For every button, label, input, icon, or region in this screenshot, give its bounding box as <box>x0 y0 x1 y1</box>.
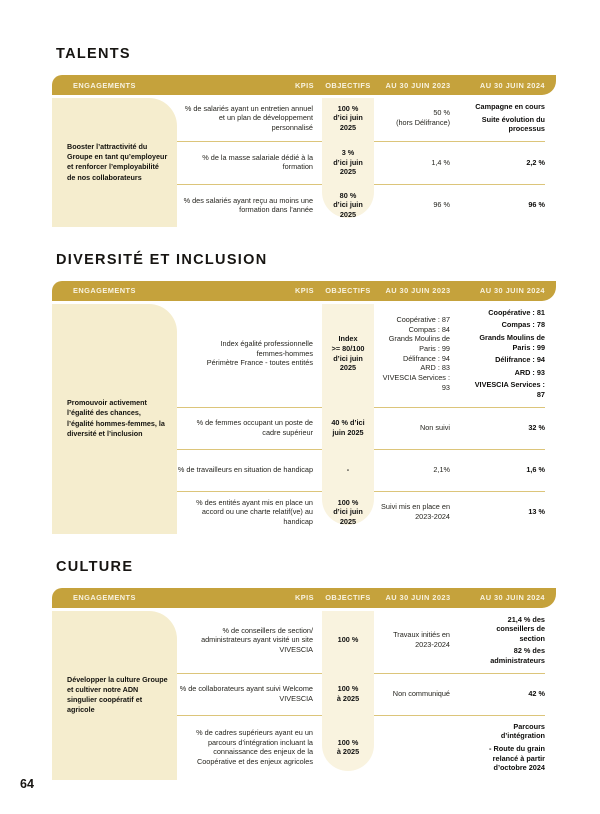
table-row <box>177 715 545 780</box>
objectif-cell <box>322 465 374 475</box>
value-2023-cell <box>374 315 462 392</box>
section-title: CULTURE <box>56 558 134 575</box>
value-2024-cell <box>462 200 545 210</box>
kpi-table <box>52 75 556 227</box>
value-2023-cell <box>374 630 462 649</box>
cell-line: Index égalité professionnelle <box>220 339 313 349</box>
table-header-row <box>52 281 556 301</box>
value-2024-cell <box>462 465 545 475</box>
cell-line: juin 2025 <box>332 427 364 437</box>
col-header-juin-2023: AU 30 JUIN 2023 <box>385 286 451 296</box>
cell-line: 1,4 % <box>431 157 450 167</box>
report-section <box>52 252 556 534</box>
engagement-text: Promouvoir activement l’égalité des chances, l’égalité hommes-femmes, la diversité et l’inclusion <box>67 398 165 438</box>
cell-line: 2,2 % <box>526 157 545 167</box>
cell-line: VIVESCIA Services : 93 <box>382 372 450 392</box>
cell-line: % des entités ayant mis en place un accord ou une charte relatif(ve) au handicap <box>196 497 313 526</box>
cell-line: Coopérative : 87 <box>396 315 450 325</box>
cell-line: 100 % <box>337 684 359 693</box>
engagement-text: Booster l’attractivité du Groupe en tant qu’employeur et renforcer l’employabilité de nos collaborateurs <box>67 141 168 182</box>
col-header-engagements: ENGAGEMENTS <box>73 593 136 602</box>
cell-line: Parcours d’intégration <box>500 721 545 741</box>
cell-line: à 2025 <box>336 693 360 703</box>
table-row <box>177 141 545 184</box>
col-header-kpis: KPIS <box>294 80 314 90</box>
cell-line: d’ici juin <box>333 200 363 210</box>
table-body <box>52 608 556 780</box>
cell-line: 96 % <box>433 200 450 210</box>
col-header-juin-2024: AU 30 JUIN 2024 <box>479 593 545 602</box>
kpi-cell <box>177 498 322 527</box>
cell-line: >= 80/100 <box>331 344 365 353</box>
cell-line: 2025 <box>339 516 357 526</box>
cell-line: Délifrance : 94 <box>495 355 545 365</box>
report-section <box>52 559 556 780</box>
cell-line: Grands Moulins de Paris : 99 <box>388 334 450 353</box>
cell-line: Non communiqué <box>392 688 450 698</box>
value-2023-cell <box>374 689 462 699</box>
engagement-text: Développer la culture Groupe et cultiver notre ADN singulier coopératif et agricole <box>67 674 168 715</box>
value-2024-cell <box>462 158 545 168</box>
rows <box>177 608 545 780</box>
cell-line: % de salariés ayant un entretien annuel et un plan de développement personnalisé <box>184 103 313 132</box>
cell-line: 100 % <box>337 497 359 507</box>
cell-line: Compas : 78 <box>501 320 545 330</box>
objectif-cell <box>322 684 374 703</box>
col-header-juin-2023: AU 30 JUIN 2023 <box>385 593 451 602</box>
objectif-cell <box>322 635 374 645</box>
value-2023-cell <box>374 423 462 433</box>
table-row <box>177 184 545 227</box>
cell-line: d’ici juin <box>333 157 363 167</box>
cell-line: 13 % <box>528 507 545 517</box>
value-2023-cell <box>374 200 462 210</box>
engagement-block <box>52 304 177 534</box>
cell-line: 3 % <box>341 147 355 157</box>
kpi-cell <box>177 104 322 133</box>
engagement-block <box>52 98 177 227</box>
col-header-engagements: ENGAGEMENTS <box>73 80 136 90</box>
cell-line: - <box>346 464 350 474</box>
objectif-cell <box>322 191 374 220</box>
cell-line: % de la masse salariale dédié à la formation <box>202 152 313 172</box>
value-2024-cell <box>462 308 545 400</box>
cell-line: Compas : 84 <box>408 324 450 334</box>
cell-line: 100 % <box>337 103 359 113</box>
cell-line: 2025 <box>339 167 357 177</box>
cell-line: femmes-hommes <box>256 348 313 358</box>
table-row <box>177 449 545 491</box>
cell-line: d’ici juin <box>333 353 363 363</box>
cell-line: 2025 <box>339 210 357 219</box>
cell-line: Périmètre France - toutes entités <box>206 358 313 368</box>
value-2024-cell <box>462 507 545 517</box>
cell-line: % de conseillers de section/ administrateurs ayant visité un site VIVESCIA <box>201 625 313 654</box>
cell-line: % de femmes occupant un poste de cadre supérieur <box>196 418 313 437</box>
kpi-cell <box>177 339 322 368</box>
cell-line: 80 % <box>339 190 357 200</box>
col-header-juin-2023: AU 30 JUIN 2023 <box>385 80 451 90</box>
cell-line: % de collaborateurs ayant suivi Welcome VIVESCIA <box>179 684 313 703</box>
objectif-cell <box>322 418 374 437</box>
table-body <box>52 95 556 227</box>
cell-line: Index <box>338 334 358 344</box>
table-row <box>177 608 545 673</box>
section-title: DIVERSITÉ ET INCLUSION <box>56 251 268 268</box>
value-2024-cell <box>462 102 545 134</box>
cell-line: VIVESCIA Services : 87 <box>474 380 545 399</box>
cell-line: 32 % <box>528 422 545 432</box>
kpi-cell <box>177 728 322 767</box>
value-2024-cell <box>462 423 545 433</box>
objectif-cell <box>322 104 374 133</box>
cell-line: d’ici juin <box>333 507 363 517</box>
cell-line: Délifrance : 94 <box>402 353 450 363</box>
table-row <box>177 407 545 449</box>
page-content <box>52 46 556 805</box>
cell-line: 82 % des administrateurs <box>490 646 545 665</box>
kpi-cell <box>177 196 322 215</box>
cell-line: 40 % d’ici <box>331 418 365 427</box>
rows <box>177 95 545 227</box>
table-row <box>177 301 545 407</box>
sections <box>52 46 556 780</box>
section-title: TALENTS <box>56 46 131 62</box>
value-2024-cell <box>462 615 545 666</box>
cell-line: 2025 <box>339 363 357 373</box>
cell-line: 21,4 % des conseillers de section <box>496 614 545 643</box>
cell-line: Travaux initiés en 2023-2024 <box>393 630 450 650</box>
kpi-cell <box>177 626 322 655</box>
kpi-table <box>52 281 556 534</box>
kpi-cell <box>177 418 322 437</box>
report-section <box>52 46 556 227</box>
table-body <box>52 301 556 534</box>
cell-line: - Route du grain relancé à partir d’octobre 2024 <box>489 743 545 773</box>
kpi-cell <box>177 465 322 475</box>
value-2023-cell <box>374 465 462 475</box>
cell-line: Grands Moulins de Paris : 99 <box>479 332 545 352</box>
col-header-juin-2024: AU 30 JUIN 2024 <box>479 80 545 90</box>
cell-line: d’ici juin <box>333 113 363 123</box>
cell-line: 1,6 % <box>526 464 545 474</box>
table-row <box>177 95 545 141</box>
col-header-juin-2024: AU 30 JUIN 2024 <box>479 286 545 296</box>
table-row <box>177 673 545 715</box>
cell-line: % de cadres supérieurs ayant eu un parcours d’intégration incluant la connaissance des enjeux de la Coopérative et des enjeux agricoles <box>196 727 313 766</box>
objectif-cell <box>322 738 374 757</box>
cell-line: Non suivi <box>419 422 450 432</box>
cell-line: Suivi mis en place en 2023-2024 <box>381 502 450 522</box>
cell-line: 96 % <box>528 200 545 210</box>
cell-line: Suite évolution du processus <box>481 114 545 134</box>
col-header-objectifs: OBJECTIFS <box>325 593 371 602</box>
col-header-objectifs: OBJECTIFS <box>325 80 371 90</box>
cell-line: Campagne en cours <box>475 102 545 111</box>
rows <box>177 301 545 534</box>
page-number: 64 <box>20 777 34 791</box>
cell-line: (hors Délifrance) <box>396 117 450 127</box>
cell-line: ARD : 83 <box>420 363 450 373</box>
cell-line: à 2025 <box>336 747 360 757</box>
col-header-objectifs: OBJECTIFS <box>325 286 371 296</box>
value-2024-cell <box>462 689 545 699</box>
cell-line: 100 % <box>337 635 359 645</box>
table-header-row <box>52 588 556 608</box>
value-2024-cell <box>462 722 545 773</box>
kpi-cell <box>177 153 322 172</box>
value-2023-cell <box>374 502 462 521</box>
cell-line: 2,1% <box>433 464 450 474</box>
value-2023-cell <box>374 108 462 127</box>
cell-line: ARD : 93 <box>514 367 545 377</box>
table-header-row <box>52 75 556 95</box>
kpi-cell <box>177 684 322 703</box>
cell-line: % des salariés ayant reçu au moins une formation dans l’année <box>183 195 313 215</box>
objectif-cell <box>322 334 374 373</box>
cell-line: % de travailleurs en situation de handicap <box>177 464 313 474</box>
cell-line: 100 % <box>337 737 359 747</box>
col-header-kpis: KPIS <box>294 593 314 602</box>
objectif-cell <box>322 148 374 177</box>
cell-line: 50 % <box>433 108 450 118</box>
table-row <box>177 491 545 534</box>
col-header-engagements: ENGAGEMENTS <box>73 286 136 296</box>
cell-line: Coopérative : 81 <box>488 307 545 317</box>
value-2023-cell <box>374 158 462 168</box>
cell-line: 42 % <box>528 688 545 698</box>
engagement-block <box>52 611 177 780</box>
objectif-cell <box>322 498 374 527</box>
kpi-table <box>52 588 556 780</box>
col-header-kpis: KPIS <box>294 286 314 296</box>
cell-line: 2025 <box>339 122 357 132</box>
